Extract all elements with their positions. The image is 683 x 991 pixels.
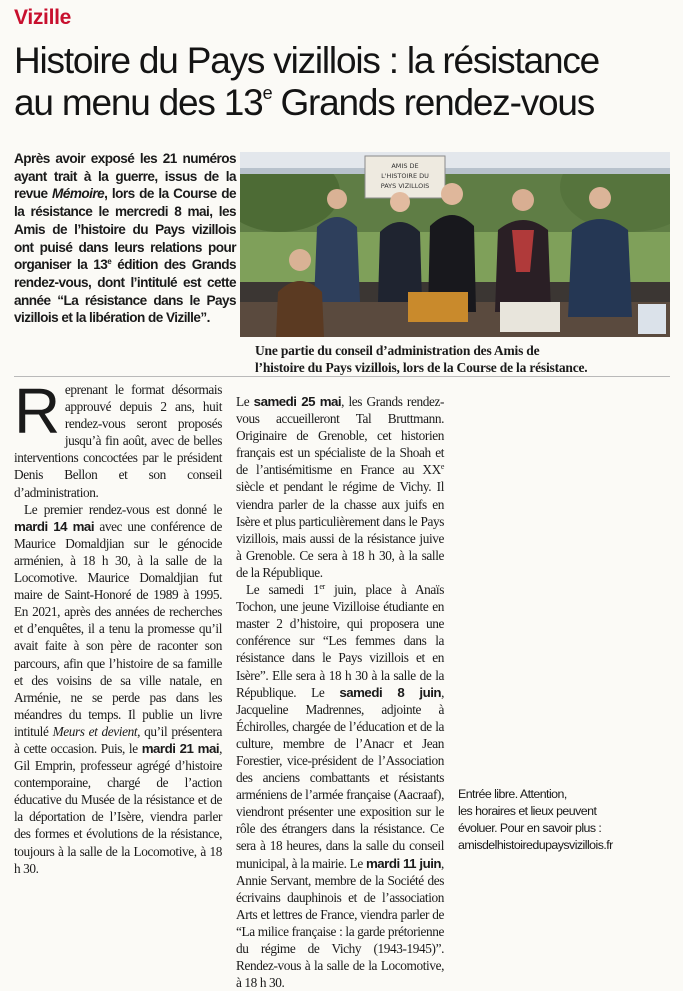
info-line-2: les horaires et lieux peuvent	[458, 804, 597, 818]
article-photo	[240, 152, 670, 337]
body-paragraph-4: Le samedi 1er juin, place à Anaïs Tochon, une jeune Vizilloise étudiante en master 2 d’histoire, qui proposera une conférence sur “Les femmes dans la résistance dans le Pays vizillois et en Isère”. Elle sera à 18 h 30 à la salle de la République. Le samedi 8 juin, Jacqueline Madrennes, adjointe à Échirolles, chargée de l’éducation et de la culture, membre de l’Anacr et Jean Forestier, vice-président de l’Association des anciens combattants et résistants arméniens de l’armée française (Aacraaf), viendront présenter une exposition sur le rôle des étrangers dans la résistance. Ce sera à 18 heures, dans la salle du conseil municipal, à la mairie. Le mardi 11 juin, Annie Servant, membre de la Société des écrivains dauphinois et de l’association Arts et lettres de France, viendra parler de “La milice française : la garde prétorienne du régime de Vichy (1943-1945)”. Rendez-vous à la salle de la Locomotive, à 18 h 30.	[236, 582, 444, 991]
body-paragraph-1: Reprenant le format désormais approuvé depuis 2 ans, huit rendez-vous seront proposés jusqu’à fin août, avec de belles interventions concoctées par le président Denis Bellon et son conseil d’administration.	[14, 375, 222, 500]
photo-caption	[255, 342, 675, 376]
drop-cap: R	[14, 375, 60, 447]
headline-line-2: au menu des 13e Grands rendez-vous	[14, 82, 595, 123]
caption-line-1: Une partie du conseil d’administration des Amis de	[255, 343, 540, 358]
sign-line-3: PAYS VIZILLOIS	[380, 182, 430, 190]
practical-info	[458, 786, 672, 854]
sign-line-2: L'HISTOIRE DU	[381, 172, 429, 180]
article-column-2	[236, 393, 444, 991]
headline	[14, 40, 674, 124]
article-column-3	[458, 782, 672, 854]
info-website-link[interactable]: amisdelhistoiredupaysvizillois.fr	[458, 838, 613, 852]
info-line-3: évoluer. Pour en savoir plus :	[458, 821, 602, 835]
body-paragraph-2: Le premier rendez-vous est donné le mardi 14 mai avec une conférence de Maurice Domaldjian sur le génocide arménien, à 18 h 30, à la salle de la Locomotive. Maurice Domaldjian fut maire de Saint-Honoré de 1989 à 1995. En 2021, après des années de recherches et d’enquêtes, il a tenu la promesse qu’il avait faite à son père de raconter son parcours, afin que l’histoire de sa famille et des voisins de sa ville natale, en Arménie, ne se perde pas dans les méandres du temps. Il publie un livre intitulé Meurs et devient, qu’il présentera à cette occasion. Puis, le mardi 21 mai, Gil Emprin, professeur agrégé d’histoire contemporaine, chargé de l’action éducative du Musée de la résistance et de la déportation de l’Isère, viendra parler des formes et évolutions de la résistance, toujours à la salle de la Locomotive, à 18 h 30.	[14, 501, 222, 876]
headline-line-1: Histoire du Pays vizillois : la résistance	[14, 40, 599, 81]
body-paragraph-3: Le samedi 25 mai, les Grands rendez-vous accueilleront Tal Bruttmann. Originaire de Grenoble, cet historien français est un spécialiste de la Shoah et de l’antisémitisme en France au XXe siècle et pendant le régime de Vichy. Il viendra parler de la chasse aux juifs en Isère et plus particulièrement dans le Pays vizillois, mais aussi de la résistance juive à Grenoble. Ce sera à 18 h 30, à la salle de la République.	[236, 394, 444, 580]
lead-paragraph: Après avoir exposé les 21 numéros ayant trait à la guerre, issus de la revue Mémoire, lors de la Course de la résistance le mercredi 8 mai, les Amis de l’histoire du Pays vizillois ont puisé dans leurs relations pour organiser la 13e édition des Grands rendez-vous, dont l’intitulé est cette année “La résistance dans le Pays vizillois et la libération de Vizille”.	[14, 151, 236, 326]
caption-line-2: l’histoire du Pays vizillois, lors de la Course de la résistance.	[255, 360, 588, 375]
article-column-1	[14, 375, 222, 877]
section-kicker: Vizille	[14, 6, 72, 29]
sign-line-1: AMIS DE	[391, 162, 419, 170]
info-line-1: Entrée libre. Attention,	[458, 787, 567, 801]
divider	[14, 376, 670, 377]
